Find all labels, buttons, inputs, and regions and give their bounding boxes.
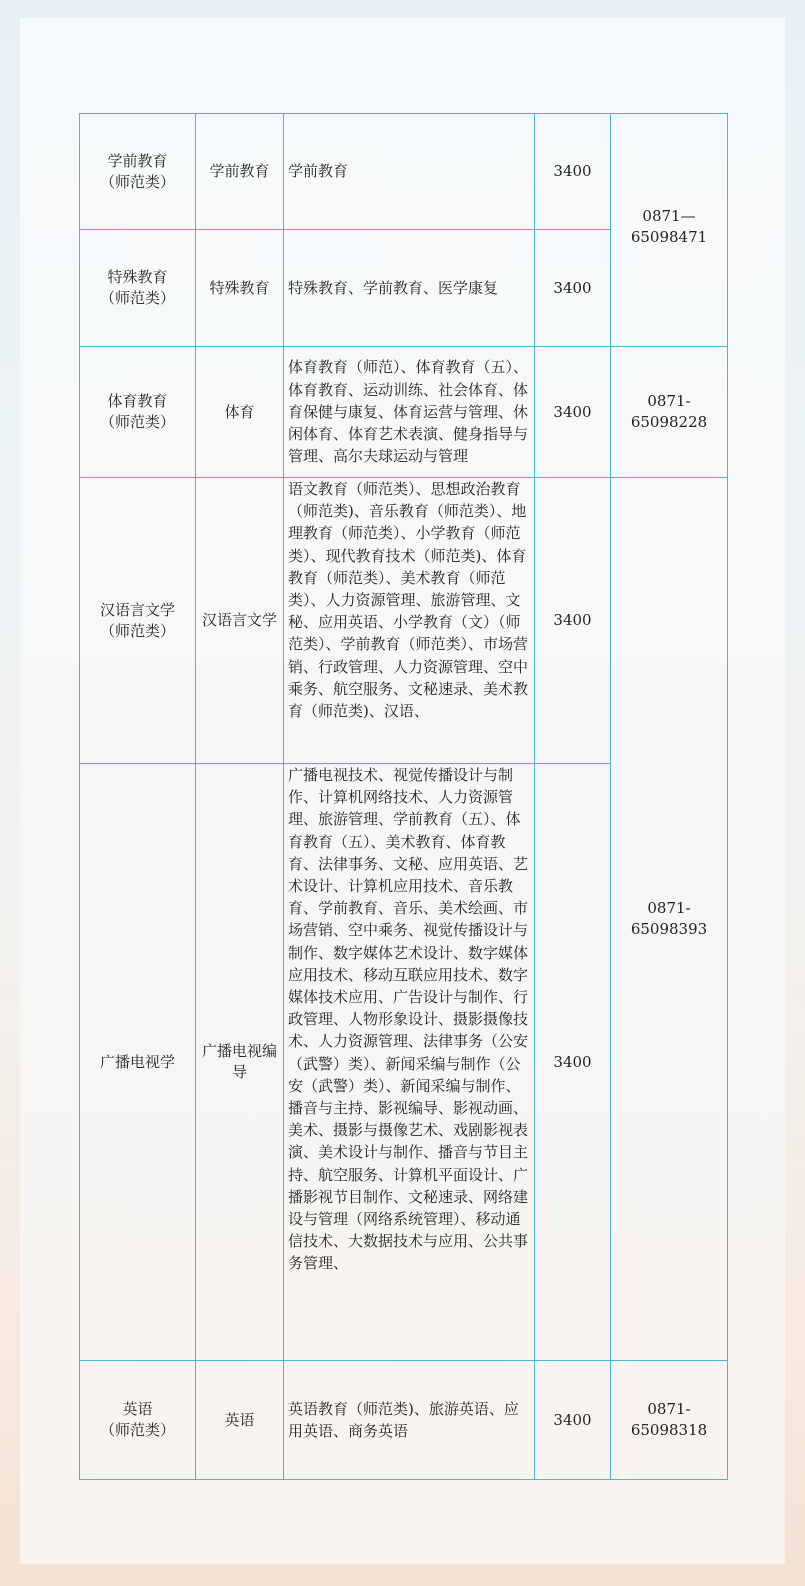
fee-text: 3400 (553, 162, 592, 180)
majors-text: 学前教育 (288, 162, 349, 181)
field-text: 体育 (224, 402, 255, 421)
fee-text: 3400 (553, 1052, 592, 1071)
majors-text: 语文教育（师范类）、思想政治教育（师范类)、音乐教育（师范类）、地理教育（师范类）、小学教育（师范类）、现代教育技术（师范类)、体育教育（师范类）、美术教育（师范类）、人力资源管理、旅游管理、文秘、应用英语、小学教育（文）（师范类）、学前教育（师范类）、市场营销、行政管理、人力资源管理、空中乘务、航空服务、文秘速录、美术教育（师范类)、汉语、 (288, 480, 529, 721)
fee-text: 3400 (553, 278, 592, 297)
phone-cell (611, 478, 728, 1361)
majors-cell (284, 230, 535, 347)
major-text: 学前教育 （师范类） (99, 151, 175, 191)
major-text: 特殊教育 （师范类） (99, 268, 175, 307)
major-cell (80, 347, 196, 478)
field-cell (196, 478, 284, 764)
fee-cell (535, 1361, 611, 1480)
fee-cell (535, 230, 611, 347)
table-row (80, 1361, 728, 1480)
majors-text: 体育教育（师范）、体育教育（五）、体育教育、运动训练、社会体育、体育保健与康复、体育运营与管理、休闲体育、体育艺术表演、健身指导与管理、高尔夫球运动与管理 (288, 358, 529, 466)
admission-table (79, 113, 728, 1480)
fee-cell (535, 347, 611, 478)
phone-text: 0871— 65098471 (630, 207, 708, 246)
fee-cell (535, 478, 611, 764)
fee-text: 3400 (553, 1410, 592, 1429)
majors-cell (284, 114, 535, 230)
phone-text: 0871-65098228 (630, 392, 708, 431)
field-text: 特殊教育 (209, 278, 270, 297)
phone-text: 0871-65098318 (630, 1400, 708, 1439)
major-cell (80, 114, 196, 230)
majors-text: 广播电视技术、视觉传播设计与制作、计算机网络技术、人力资源管理、旅游管理、学前教育（五）、体育教育（五）、美术教育、体育教育、法律事务、文秘、应用英语、艺术设计、计算机应用技术、音乐教育、学前教育、音乐、美术绘画、市场营销、空中乘务、视觉传播设计与制作、数字媒体艺术设计、数字媒体应用技术、移动互联应用技术、数字媒体技术应用、广告设计与制作、行政管理、人物形象设计、摄影摄像技术、人力资源管理、法律事务（公安（武警）类）、新闻采编与制作（公安（武警）类）、新闻采编与制作、播音与主持、影视编导、影视动画、美术、摄影与摄像艺术、戏剧影视表演、美术设计与制作、播音与节目主持、航空服务、计算机平面设计、广播影视节目制作、文秘速录、网络建设与管理（网络系统管理）、移动通信技术、大数据技术与应用、公共事务管理、 (288, 766, 529, 1273)
phone-text: 0871-65098393 (630, 899, 708, 938)
major-text: 汉语言文学 （师范类） (99, 600, 175, 640)
table-row (80, 478, 728, 764)
field-text: 汉语言文学 (201, 611, 277, 629)
phone-cell (611, 1361, 728, 1480)
major-cell (80, 764, 196, 1361)
fee-text: 3400 (553, 611, 592, 629)
field-cell (196, 114, 284, 230)
fee-cell (535, 114, 611, 230)
phone-cell (611, 347, 728, 478)
field-cell (196, 1361, 284, 1480)
major-text: 广播电视学 (99, 1052, 175, 1071)
majors-cell (284, 347, 535, 478)
majors-text: 英语教育（师范类)、旅游英语、应用英语、商务英语 (288, 1399, 519, 1440)
field-cell (196, 764, 284, 1361)
table-row (80, 347, 728, 478)
fee-cell (535, 764, 611, 1361)
majors-cell (284, 478, 535, 764)
field-cell (196, 230, 284, 347)
field-text: 广播电视编导 (201, 1042, 277, 1081)
phone-cell (611, 114, 728, 347)
table-row (80, 114, 728, 230)
major-cell (80, 478, 196, 764)
majors-text: 特殊教育、学前教育、医学康复 (288, 278, 499, 297)
major-cell (80, 230, 196, 347)
majors-cell (284, 1361, 535, 1480)
fee-text: 3400 (553, 402, 592, 421)
major-text: 体育教育 （师范类） (99, 392, 175, 431)
field-cell (196, 347, 284, 478)
major-text: 英语 （师范类） (99, 1400, 175, 1439)
field-text: 英语 (224, 1410, 255, 1429)
major-cell (80, 1361, 196, 1480)
majors-cell (284, 764, 535, 1361)
field-text: 学前教育 (209, 162, 270, 180)
